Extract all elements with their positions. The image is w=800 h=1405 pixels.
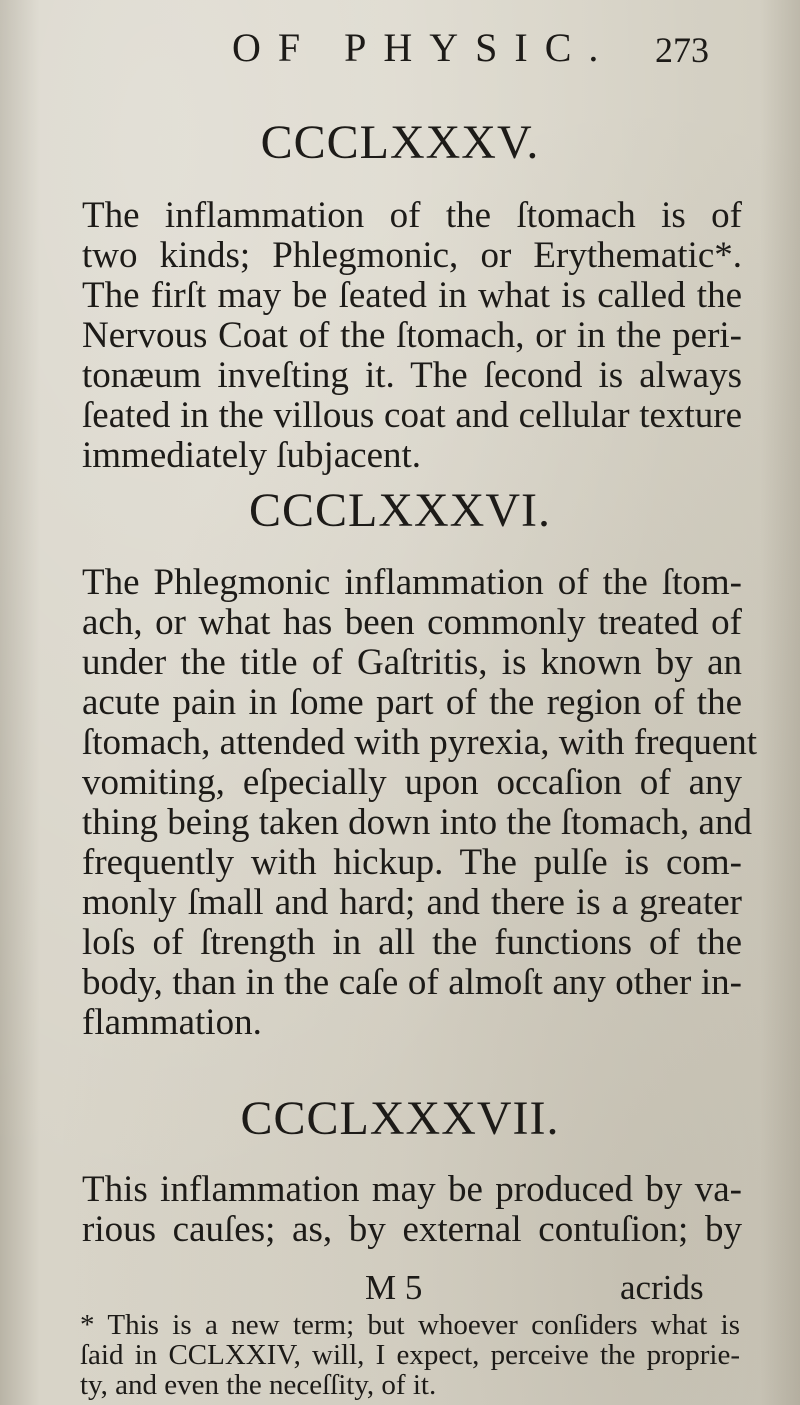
text-line: tonæum inveſting it. The ſecond is always: [82, 355, 742, 396]
text-line: flammation.: [82, 1002, 262, 1043]
text-line: loſs of ſtrength in all the functions of the: [82, 922, 742, 963]
signature-mark: M 5: [365, 1268, 423, 1307]
paragraph-385: [82, 196, 742, 476]
text-line: thing being taken down into the ſtomach, and: [82, 802, 752, 843]
section-heading-385: CCCLXXXV.: [260, 116, 540, 169]
text-line: frequently with hickup. The pulſe is com-: [82, 842, 742, 883]
footnote-line: ſaid in CCLXXIV, will, I expect, perceive the proprie-: [80, 1339, 740, 1371]
section-heading-386: CCCLXXXVI.: [248, 484, 551, 537]
text-line: immediately ſubjacent.: [82, 435, 422, 476]
text-line: The inflammation of the ſtomach is of: [82, 195, 742, 236]
footnote-line: * This is a new term; but whoever conſiders what is: [80, 1309, 740, 1341]
section-heading-387: CCCLXXXVII.: [240, 1092, 560, 1145]
text-line: acute pain in ſome part of the region of the: [82, 682, 742, 723]
text-line: This inflammation may be produced by va-: [82, 1169, 742, 1210]
text-line: rious cauſes; as, by external contuſion; by: [82, 1209, 742, 1250]
text-line: The Phlegmonic inflammation of the ſtom-: [82, 562, 742, 603]
text-line: two kinds; Phlegmonic, or Erythematic*.: [82, 235, 742, 276]
text-line: vomiting, eſpecially upon occaſion of any: [82, 762, 742, 803]
running-title: OF PHYSIC.: [232, 25, 616, 70]
text-line: body, than in the caſe of almoſt any other in-: [82, 962, 742, 1003]
page-footer-marks: [0, 1270, 800, 1306]
running-head: [0, 25, 800, 70]
text-line: ſeated in the villous coat and cellular texture: [82, 395, 742, 436]
text-line: Nervous Coat of the ſtomach, or in the peri-: [82, 315, 742, 356]
text-line: ſtomach, attended with pyrexia, with frequent: [82, 722, 758, 763]
paragraph-386: [82, 562, 758, 1043]
footnote-line: ty, and even the neceſſity, of it.: [80, 1369, 437, 1401]
text-line: ach, or what has been commonly treated of: [82, 602, 742, 643]
paragraph-387: [82, 1170, 742, 1250]
page-number: 273: [655, 30, 709, 70]
footnote: [80, 1310, 740, 1400]
text-line: The firſt may be ſeated in what is called the: [82, 275, 742, 316]
catchword: acrids: [620, 1268, 704, 1307]
text-line: under the title of Gaſtritis, is known by an: [82, 642, 742, 683]
text-line: monly ſmall and hard; and there is a greater: [82, 882, 742, 923]
